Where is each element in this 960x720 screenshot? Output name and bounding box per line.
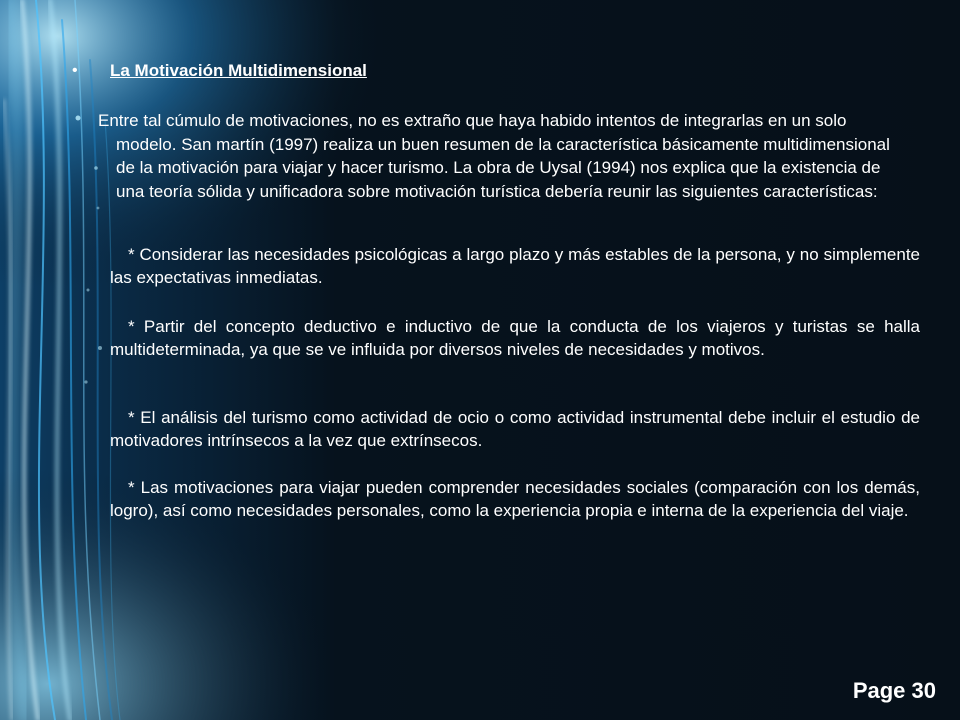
page-number: Page 30 bbox=[852, 678, 936, 703]
slide-title: La Motivación Multidimensional bbox=[110, 61, 367, 80]
characteristic-item: * Partir del concepto deductivo e inductivo de que la conducta de los viajeros y turistas se halla multideterminada, ya que se ve influida por diversos niveles de necesidades y motivos. bbox=[110, 317, 920, 359]
characteristic-item: * Considerar las necesidades psicológicas a largo plazo y más estables de la persona, y no simplemente las expectativas inmediatas. bbox=[110, 245, 920, 287]
intro-paragraph: Entre tal cúmulo de motivaciones, no es extraño que haya habido intentos de integrarlas en un solo modelo. San martín (1997) realiza un buen resumen de la característica básicamente multidimensional de la motivación para viajar y hacer turismo. La obra de Uysal (1994) nos explica que la existencia de una teoría sólida y unificadora sobre motivación turística debería reunir las siguientes características: bbox=[98, 111, 890, 201]
title-row bbox=[72, 60, 367, 82]
bullet-icon: • bbox=[72, 62, 78, 79]
characteristic-item: * El análisis del turismo como actividad de ocio o como actividad instrumental debe incluir el estudio de motivadores intrínsecos a la vez que extrínsecos. bbox=[110, 408, 920, 450]
characteristic-item: * Las motivaciones para viajar pueden comprender necesidades sociales (comparación con los demás, logro), así como necesidades personales, como la experiencia propia e interna de la experiencia del viaje. bbox=[110, 478, 920, 520]
